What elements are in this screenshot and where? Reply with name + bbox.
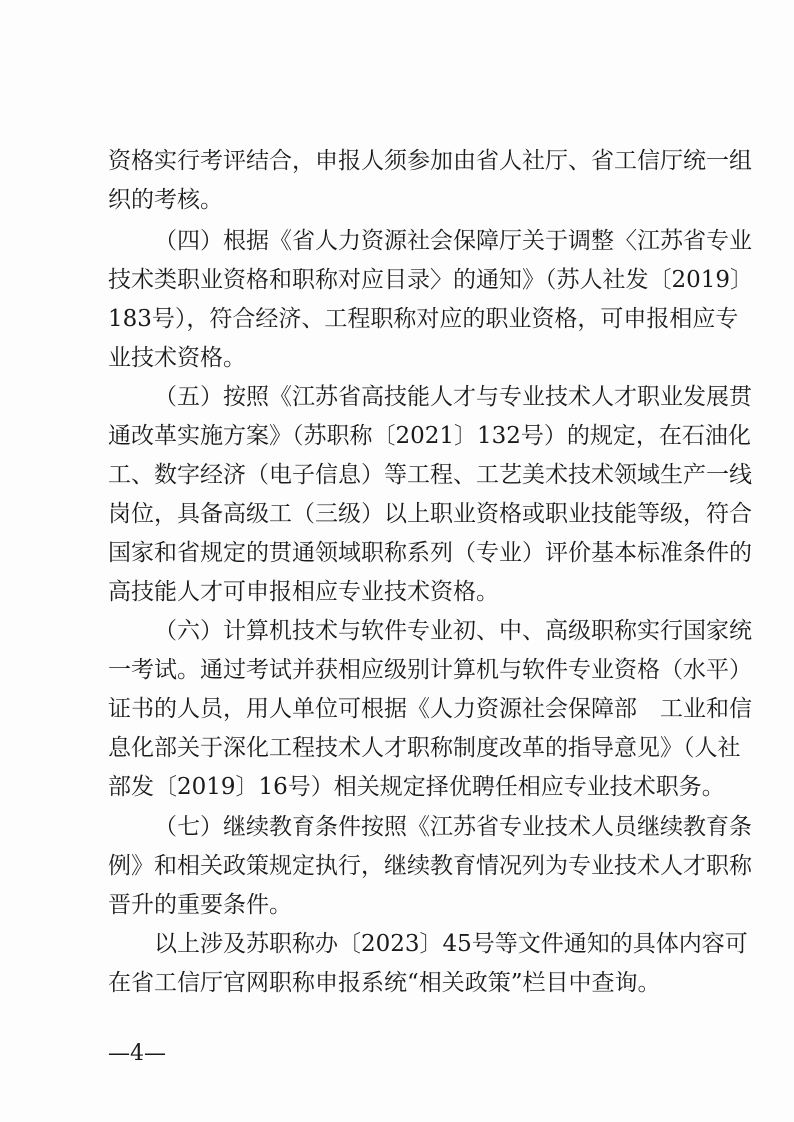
section-6-heading-line: （六）计算机技术与软件专业初、中、高级职称实行国家统: [154, 618, 752, 644]
body-line: 业技术资格。: [108, 345, 246, 371]
body-line: 资格实行考评结合，申报人须参加由省人社厅、省工信厅统一组: [108, 148, 752, 174]
body-line: 技术类职业资格和职称对应目录〉的通知》（苏人社发〔2019〕: [108, 267, 754, 293]
body-line: 晋升的重要条件。: [108, 892, 292, 918]
body-line: 证书的人员，用人单位可根据《人力资源社会保障部 工业和信: [108, 696, 752, 722]
body-line: 国家和省规定的贯通领域职称系列（专业）评价基本标准条件的: [108, 540, 752, 566]
closing-paragraph-line: 以上涉及苏职称办〔2023〕45号等文件通知的具体内容可: [154, 931, 748, 957]
section-7-heading-line: （七）继续教育条件按照《江苏省专业技术人员继续教育条: [154, 814, 752, 840]
body-line: 183号），符合经济、工程职称对应的职业资格，可申报相应专: [108, 306, 739, 332]
body-line: 部发〔2019〕16号）相关规定择优聘任相应专业技术职务。: [108, 774, 725, 800]
body-line: 工、数字经济（电子信息）等工程、工艺美术技术领域生产一线: [108, 462, 752, 488]
body-line: 岗位，具备高级工（三级）以上职业资格或职业技能等级，符合: [108, 501, 752, 527]
section-4-heading-line: （四）根据《省人力资源社会保障厅关于调整〈江苏省专业: [154, 228, 752, 254]
body-line: 高技能人才可申报相应专业技术资格。: [108, 579, 499, 605]
body-line: 在省工信厅官网职称申报系统“相关政策”栏目中查询。: [108, 970, 661, 996]
body-line: 息化部关于深化工程技术人才职称制度改革的指导意见》（人社: [108, 735, 741, 761]
body-line: 通改革实施方案》（苏职称〔2021〕132号）的规定，在石油化: [108, 423, 751, 449]
page-number: —4—: [108, 1041, 166, 1066]
body-line: 织的考核。: [108, 187, 223, 213]
section-5-heading-line: （五）按照《江苏省高技能人才与专业技术人才职业发展贯: [154, 384, 752, 410]
body-line: 例》和相关政策规定执行，继续教育情况列为专业技术人才职称: [108, 853, 752, 879]
body-line: 一考试。通过考试并获相应级别计算机与软件专业资格（水平）: [108, 657, 752, 683]
